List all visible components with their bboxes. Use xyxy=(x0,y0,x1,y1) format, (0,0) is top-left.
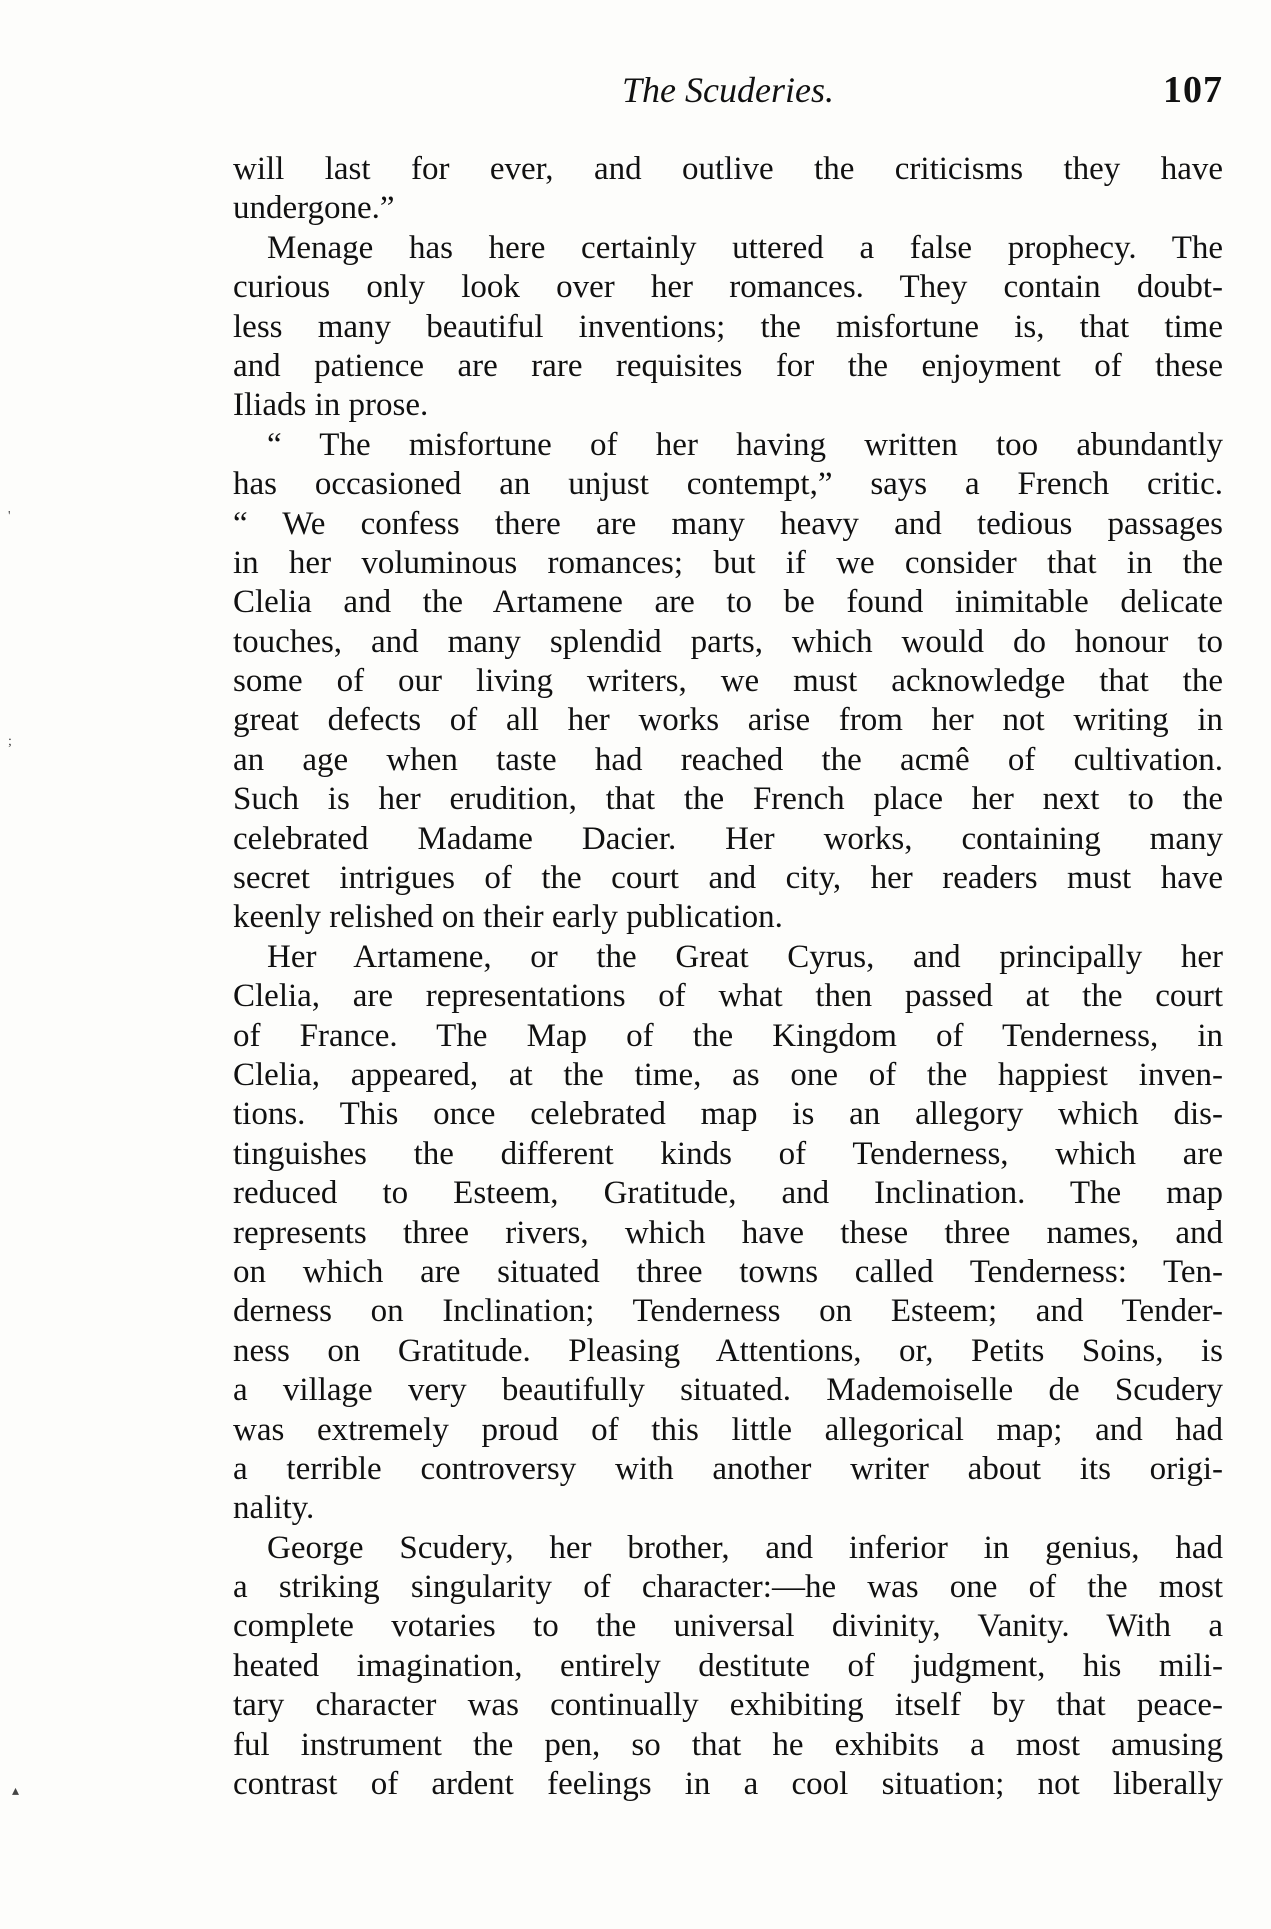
page-number: 107 xyxy=(1163,69,1223,111)
text-line: Clelia and the Artamene are to be found inimitable delicate xyxy=(233,584,1223,621)
text-line: complete votaries to the universal divinity, Vanity. With a xyxy=(233,1608,1223,1645)
text-line: reduced to Esteem, Gratitude, and Inclination. The map xyxy=(233,1175,1223,1212)
text-line: keenly relished on their early publication. xyxy=(233,899,783,936)
text-line: tions. This once celebrated map is an allegory which dis- xyxy=(233,1096,1223,1133)
text-line: great defects of all her works arise from her not writing in xyxy=(233,702,1223,739)
text-line: will last for ever, and outlive the criticisms they have xyxy=(233,151,1223,187)
text-line: tinguishes the different kinds of Tenderness, which are xyxy=(233,1135,1223,1172)
text-line: secret intrigues of the court and city, her readers must have xyxy=(233,860,1223,897)
text-line: ness on Gratitude. Pleasing Attentions, or, Petits Soins, is xyxy=(233,1332,1223,1369)
text-line: Such is her erudition, that the French place her next to the xyxy=(233,781,1223,818)
text-line: undergone.” xyxy=(233,190,395,227)
text-line: has occasioned an unjust contempt,” says a French critic. xyxy=(233,466,1223,503)
page-header xyxy=(233,66,1223,114)
text-line: George Scudery, her brother, and inferior in genius, had xyxy=(267,1529,1223,1566)
text-line: a village very beautifully situated. Mademoiselle de Scudery xyxy=(233,1372,1223,1409)
margin-mark: ; xyxy=(8,734,12,749)
running-title: The Scuderies. xyxy=(622,70,834,110)
text-line: nality. xyxy=(233,1490,315,1527)
text-line: in her voluminous romances; but if we consider that in the xyxy=(233,544,1223,581)
text-line: “ We confess there are many heavy and tedious passages xyxy=(233,505,1223,542)
text-line: contrast of ardent feelings in a cool situation; not liberally xyxy=(233,1766,1223,1803)
paragraph xyxy=(233,938,1223,1529)
body-text xyxy=(233,150,1223,1804)
text-line: Menage has here certainly uttered a false prophecy. The xyxy=(267,229,1223,266)
text-line: Clelia, appeared, at the time, as one of the happiest inven- xyxy=(233,1056,1223,1093)
paragraph xyxy=(233,426,1223,938)
text-line: Her Artamene, or the Great Cyrus, and principally her xyxy=(267,938,1223,975)
text-line: curious only look over her romances. They contain doubt- xyxy=(233,269,1223,306)
text-line: tary character was continually exhibiting itself by that peace- xyxy=(233,1687,1223,1724)
text-line: was extremely proud of this little allegorical map; and had xyxy=(233,1411,1223,1448)
margin-mark: ' xyxy=(8,509,11,524)
paragraph xyxy=(233,150,1223,229)
text-line: represents three rivers, which have these three names, and xyxy=(233,1214,1223,1251)
text-line: derness on Inclination; Tenderness on Esteem; and Tender- xyxy=(233,1293,1223,1330)
text-line: of France. The Map of the Kingdom of Tenderness, in xyxy=(233,1017,1223,1054)
text-line: an age when taste had reached the acmê of cultivation. xyxy=(233,741,1223,778)
text-line: Iliads in prose. xyxy=(233,387,429,424)
text-line: Clelia, are representations of what then passed at the court xyxy=(233,978,1223,1015)
text-line: touches, and many splendid parts, which would do honour to xyxy=(233,623,1223,660)
text-line: celebrated Madame Dacier. Her works, containing many xyxy=(233,820,1223,857)
text-line: a striking singularity of character:—he was one of the most xyxy=(233,1569,1223,1606)
paragraph xyxy=(233,229,1223,426)
margin-mark: ▴ xyxy=(12,1784,20,1799)
text-line: a terrible controversy with another writer about its origi- xyxy=(233,1450,1223,1487)
text-line: heated imagination, entirely destitute of judgment, his mili- xyxy=(233,1647,1223,1684)
text-line: and patience are rare requisites for the enjoyment of these xyxy=(233,347,1223,384)
paragraph xyxy=(233,1529,1223,1805)
text-line: ful instrument the pen, so that he exhibits a most amusing xyxy=(233,1726,1223,1763)
text-line: some of our living writers, we must acknowledge that the xyxy=(233,663,1223,700)
text-line: “ The misfortune of her having written too abundantly xyxy=(267,426,1223,463)
text-line: on which are situated three towns called Tenderness: Ten- xyxy=(233,1253,1223,1290)
text-line: less many beautiful inventions; the misfortune is, that time xyxy=(233,308,1223,345)
